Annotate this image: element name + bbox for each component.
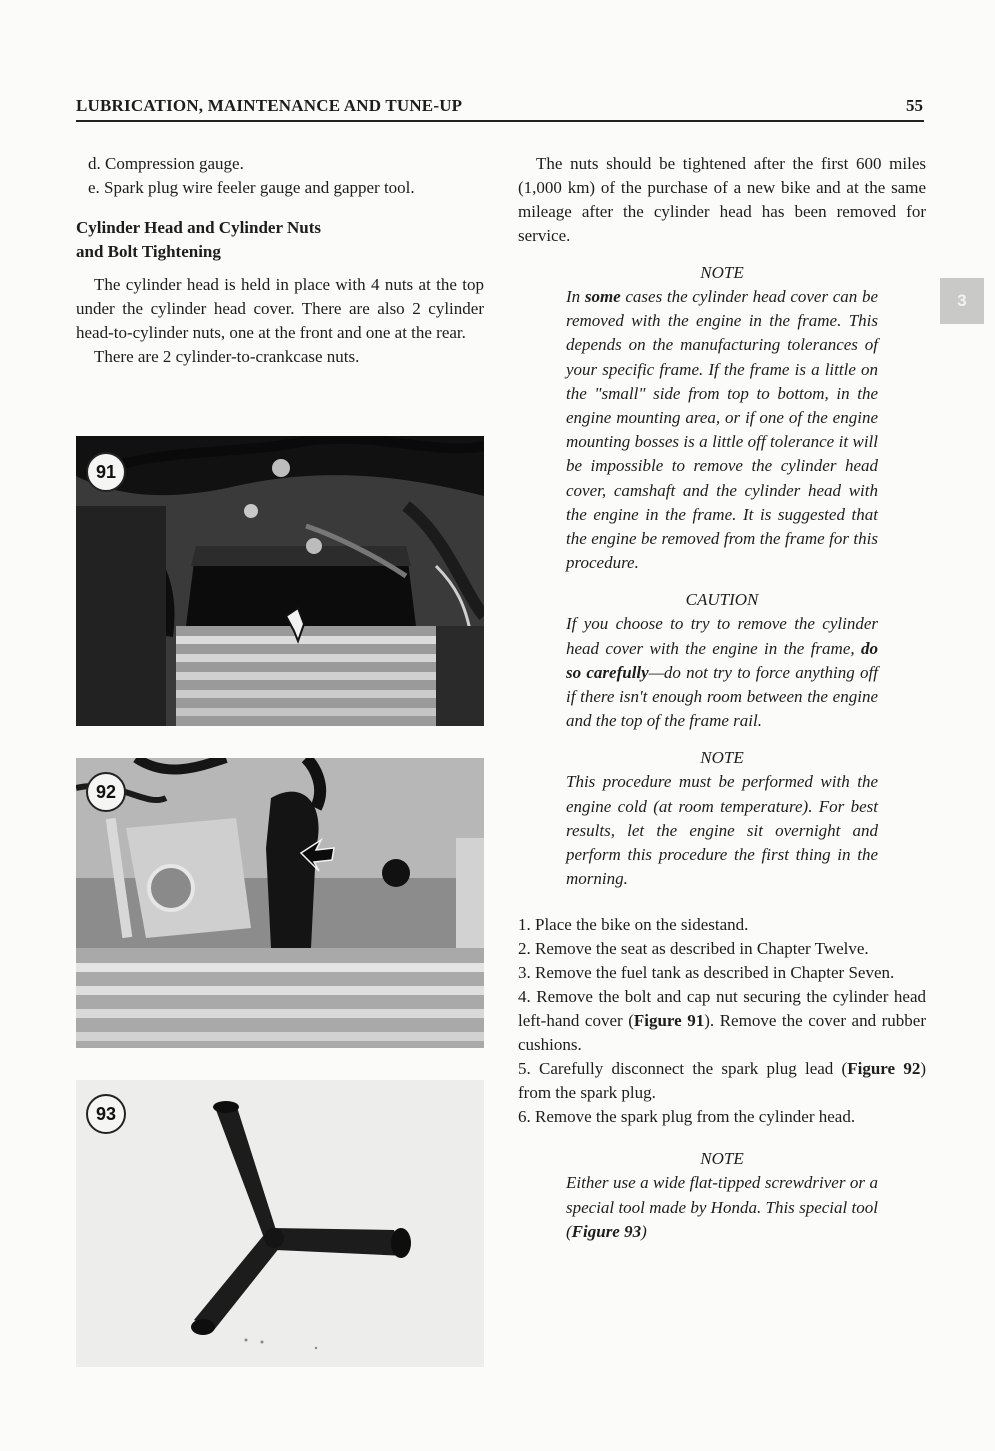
paragraph: The nuts should be tightened after the first 600 miles (1,000 km) of the purchase of a new bike and at the same mileage after the cylinder head has been removed for service. [518, 154, 926, 245]
tool-item: e. Spark plug wire feeler gauge and gapper tool. [88, 178, 415, 197]
note-box [566, 746, 878, 891]
paragraph: The cylinder head is held in place with 4 nuts at the top under the cylinder head cover. There are also 2 cylinder head-to-cylinder nuts, one at the front and one at the rear. [76, 275, 484, 342]
note-title: NOTE [700, 263, 744, 282]
step-item: 3. Remove the fuel tank as described in Chapter Seven. [518, 963, 895, 983]
note-title: NOTE [700, 748, 744, 768]
step-item: 6. Remove the spark plug from the cylinder head. [518, 1107, 856, 1127]
note-body: In some cases the cylinder head cover can be removed with the engine in the frame. This depends on the manufacturing tolerances of your specific frame. If the frame is a little on the "small" side from top to bottom, in the engine mounting area, or if one of the engine mounting bosses is a little off tolerance it will be impossible to remove the cylinder head cover, camshaft and the cylinder head with the engine in the frame. It is suggested that the engine be removed from the frame for this procedure. [566, 287, 878, 573]
header-rule [76, 120, 924, 122]
note-body: This procedure must be performed with the engine cold (at room temperature). For best results, let the engine sit overnight and perform this procedure the first thing in the morning. [566, 772, 878, 889]
spark-plug-lead-photo [76, 758, 484, 1048]
caution-box [566, 588, 878, 733]
page-number: 55 [906, 96, 923, 115]
step-item: 4. Remove the bolt and cap nut securing the cylinder head left-hand cover (Figure 91). Remove the cover and rubber cushions. [518, 987, 926, 1055]
caution-body: If you choose to try to remove the cylinder head cover with the engine in the frame, do so carefully—do not try to force anything off if there isn't enough room between the engine and the top of the frame rail. [566, 614, 878, 731]
figure-label: 93 [86, 1094, 126, 1134]
note-box [566, 261, 878, 575]
figure-label: 91 [86, 452, 126, 492]
procedure-steps [518, 913, 926, 1129]
section-heading: Cylinder Head and Cylinder Nuts and Bolt Tightening [76, 218, 321, 261]
special-tool-photo [76, 1080, 484, 1367]
step-item: 5. Carefully disconnect the spark plug lead (Figure 92) from the spark plug. [518, 1059, 926, 1103]
figure-93-photo [76, 1080, 484, 1367]
step-item: 1. Place the bike on the sidestand. [518, 915, 749, 935]
right-column [518, 152, 926, 1244]
note-body: Either use a wide flat-tipped screwdriver or a special tool made by Honda. This special tool (Figure 93) [566, 1173, 878, 1241]
step-item: 2. Remove the seat as described in Chapter Twelve. [518, 939, 869, 959]
note-box [566, 1147, 878, 1244]
engine-cover-photo [76, 436, 484, 726]
paragraph: There are 2 cylinder-to-crankcase nuts. [94, 347, 360, 366]
tool-list [76, 152, 484, 200]
left-column [76, 152, 484, 369]
running-header-title: LUBRICATION, MAINTENANCE AND TUNE-UP [76, 96, 463, 115]
tool-item: d. Compression gauge. [88, 154, 244, 173]
figure-label: 92 [86, 772, 126, 812]
figure-92-photo [76, 758, 484, 1048]
figure-91-photo [76, 436, 484, 726]
chapter-tab: 3 [940, 278, 984, 324]
caution-title: CAUTION [685, 590, 759, 610]
note-title: NOTE [700, 1149, 744, 1169]
